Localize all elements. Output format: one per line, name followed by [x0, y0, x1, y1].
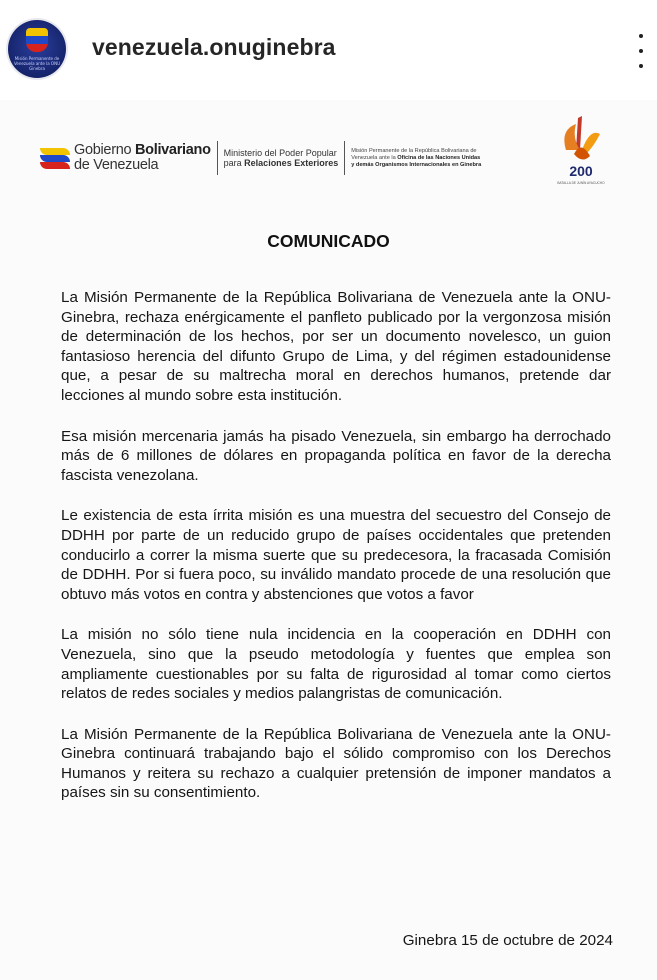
document-title: COMUNICADO [267, 231, 390, 251]
paragraph: La misión no sólo tiene nula incidencia en la cooperación en DDHH con Venezuela, sino que la pseudo metodología y fuentes que emplea son ampliamente cuestionables por su falta de rigurosidad al tomar como ciertos relatos de redes sociales y medios palangristas de comunicación. [61, 626, 611, 703]
mission-name: Misión Permanente de la República Bolivariana de Venezuela ante la Oficina de las Naciones Unidas y demás Organismos Internacionales en Ginebra [351, 147, 482, 168]
paragraph: Esa misión mercenaria jamás ha pisado Venezuela, sin embargo ha derrochado más de 6 millones de dólares en propaganda política en favor de la derecha fascista venezolana. [61, 427, 611, 484]
government-name: Gobierno Bolivariano de Venezuela [74, 142, 211, 173]
document-body [61, 288, 611, 824]
paragraph: La Misión Permanente de la República Bolivariana de Venezuela ante la ONU-Ginebra, rechaza enérgicamente el panfleto publicado por la vergonzosa misión de determinación de los hechos, por ser un documento novelesco, un guion fantasioso herencia del difunto Grupo de Lima, y del régimen estadounidense que, a pesar de su maltrecha moral en derechos humanos, pretende dar lecciones al mundo sobre esta institución. [61, 289, 611, 404]
logo-number: 200 [569, 163, 593, 179]
logo-caption: BATALLA DE JUNÍN AYACUCHO [557, 181, 605, 185]
letterhead-divider [217, 141, 218, 175]
post-image [0, 100, 657, 980]
venezuela-flag-icon [40, 146, 70, 170]
letterhead-divider [344, 141, 345, 175]
account-avatar[interactable] [8, 20, 66, 78]
paragraph: La Misión Permanente de la República Bolivariana de Venezuela ante la ONU-Ginebra continuará trabajando bajo el sólido compromiso con los Derechos Humanos y reitera su rechazo a cualquier pretensión de imponer mandatos a países sin su consentimiento. [61, 725, 611, 802]
signature-date: Ginebra 15 de octubre de 2024 [402, 932, 613, 949]
avatar-caption: Misión Permanente de Venezuela ante la ONU Ginebra [14, 56, 61, 71]
coat-of-arms-icon [26, 28, 48, 52]
bicentennial-logo [556, 110, 606, 210]
post-header [0, 0, 657, 100]
ministry-name: Ministerio del Poder Popular para Relaciones Exteriores [223, 148, 339, 168]
account-handle[interactable]: venezuela.onuginebra [92, 34, 336, 60]
letterhead [40, 140, 526, 176]
paragraph: Le existencia de esta írrita misión es una muestra del secuestro del Consejo de DDHH por parte de un reducido grupo de países occidentales que pretenden conducirlo a correr la misma suerte que su predecesora, la fracasada Comisión de DDHH. Por si fuera poco, su inválido mandato procede de una resolución que obtuvo más votos en contra y abstenciones que votos a favor [61, 507, 611, 603]
more-options-icon[interactable] [636, 34, 646, 68]
